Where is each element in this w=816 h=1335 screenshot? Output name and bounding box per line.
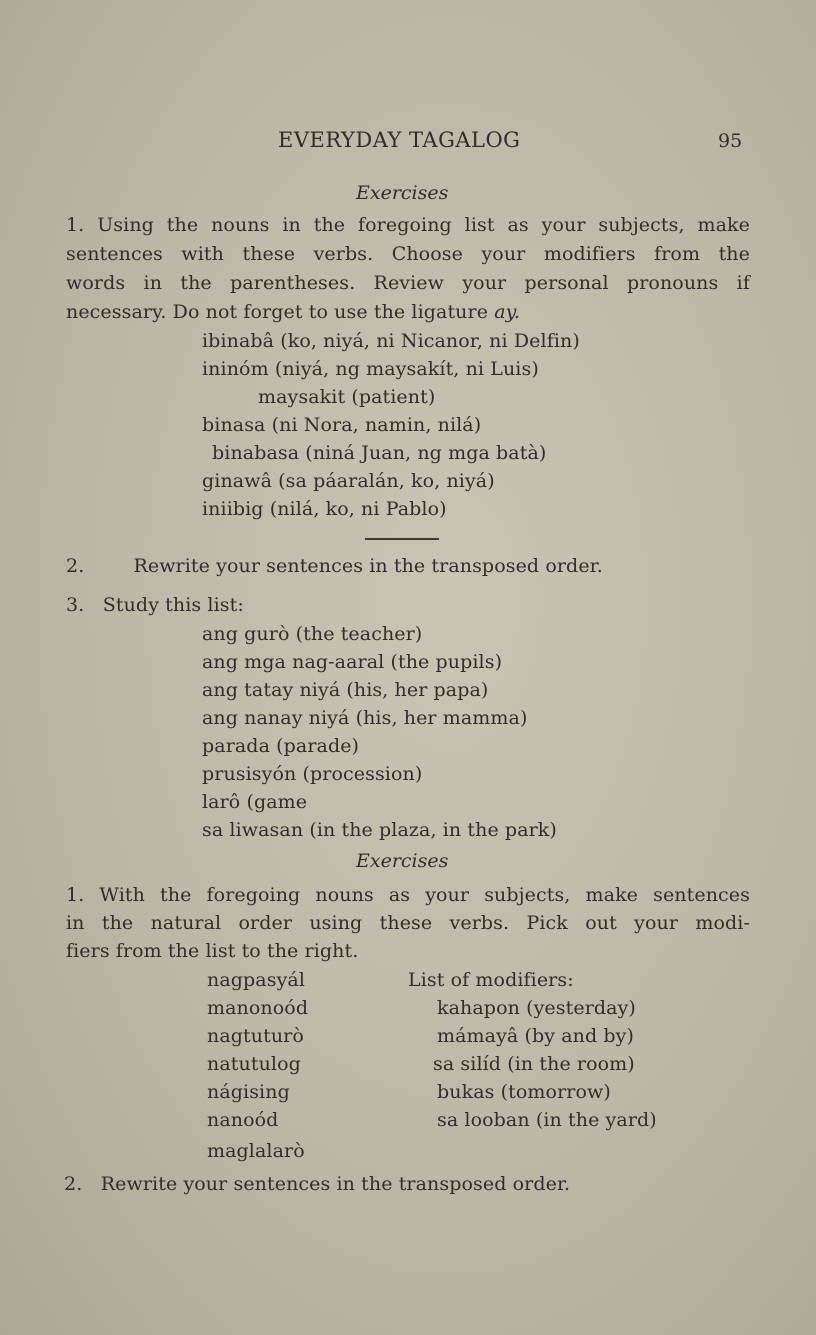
verb-entry: nagpasyál [207,969,306,991]
verb-entry: nágising [207,1081,290,1103]
verb-entry: ininóm (niyá, ng maysakít, ni Luis) [202,358,539,380]
verb-entry: maglalarò [207,1140,305,1162]
page-number: 95 [718,130,743,152]
exercise-item: 2. Rewrite your sentences in the transposed order. [64,1173,571,1195]
modifiers-heading: List of modifiers: [408,969,574,991]
instruction-line: in the natural order using these verbs. Pick out your modi- [66,912,750,934]
exercise-item: 3. Study this list: [66,594,244,616]
verb-entry: maysakit (patient) [258,386,436,408]
instruction-line: words in the parentheses. Review your personal pronouns if [66,272,750,294]
verb-entry: binasa (ni Nora, namin, nilá) [202,414,482,436]
modifier-entry: sa silíd (in the room) [433,1053,635,1075]
study-list-item: ang gurò (the teacher) [202,623,423,645]
study-list-item: ang nanay niyá (his, her mamma) [202,707,528,729]
ligature-word: ay. [494,301,521,323]
running-header: EVERYDAY TAGALOG [278,128,521,152]
verb-entry: iniibig (nilá, ko, ni Pablo) [202,498,447,520]
study-list-item: ang mga nag-aaral (the pupils) [202,651,503,673]
study-list-item: prusisyón (procession) [202,763,423,785]
verb-entry: natutulog [207,1053,301,1075]
verb-entry: nagtuturò [207,1025,304,1047]
instruction-line: 1. With the foregoing nouns as your subjects, make sentences [66,884,750,906]
instruction-line: 1. Using the nouns in the foregoing list as your subjects, make [66,214,750,236]
verb-entry: manonoód [207,997,309,1019]
modifier-entry: kahapon (yesterday) [437,997,636,1019]
study-list-item: parada (parade) [202,735,360,757]
verb-entry: binabasa (niná Juan, ng mga batà) [212,442,547,464]
verb-entry: ibinabâ (ko, niyá, ni Nicanor, ni Delfin) [202,330,580,352]
verb-entry: nanoód [207,1109,279,1131]
study-list-item: ang tatay niyá (his, her papa) [202,679,489,701]
instruction-line [66,301,520,323]
instruction-line: sentences with these verbs. Choose your modifiers from the [66,243,750,265]
study-list-item: sa liwasan (in the plaza, in the park) [202,819,557,841]
modifier-entry: mámayâ (by and by) [437,1025,635,1047]
section-divider [365,538,439,540]
instruction-line: fiers from the list to the right. [66,940,359,962]
section-heading: Exercises [356,850,449,872]
exercise-item: 2. Rewrite your sentences in the transposed order. [66,555,603,577]
modifier-entry: bukas (tomorrow) [437,1081,611,1103]
section-heading: Exercises [356,182,449,204]
modifier-entry: sa looban (in the yard) [437,1109,657,1131]
verb-entry: ginawâ (sa páaralán, ko, niyá) [202,470,495,492]
study-list-item: larô (game [202,791,308,813]
instruction-text: necessary. Do not forget to use the ligature [66,301,489,323]
